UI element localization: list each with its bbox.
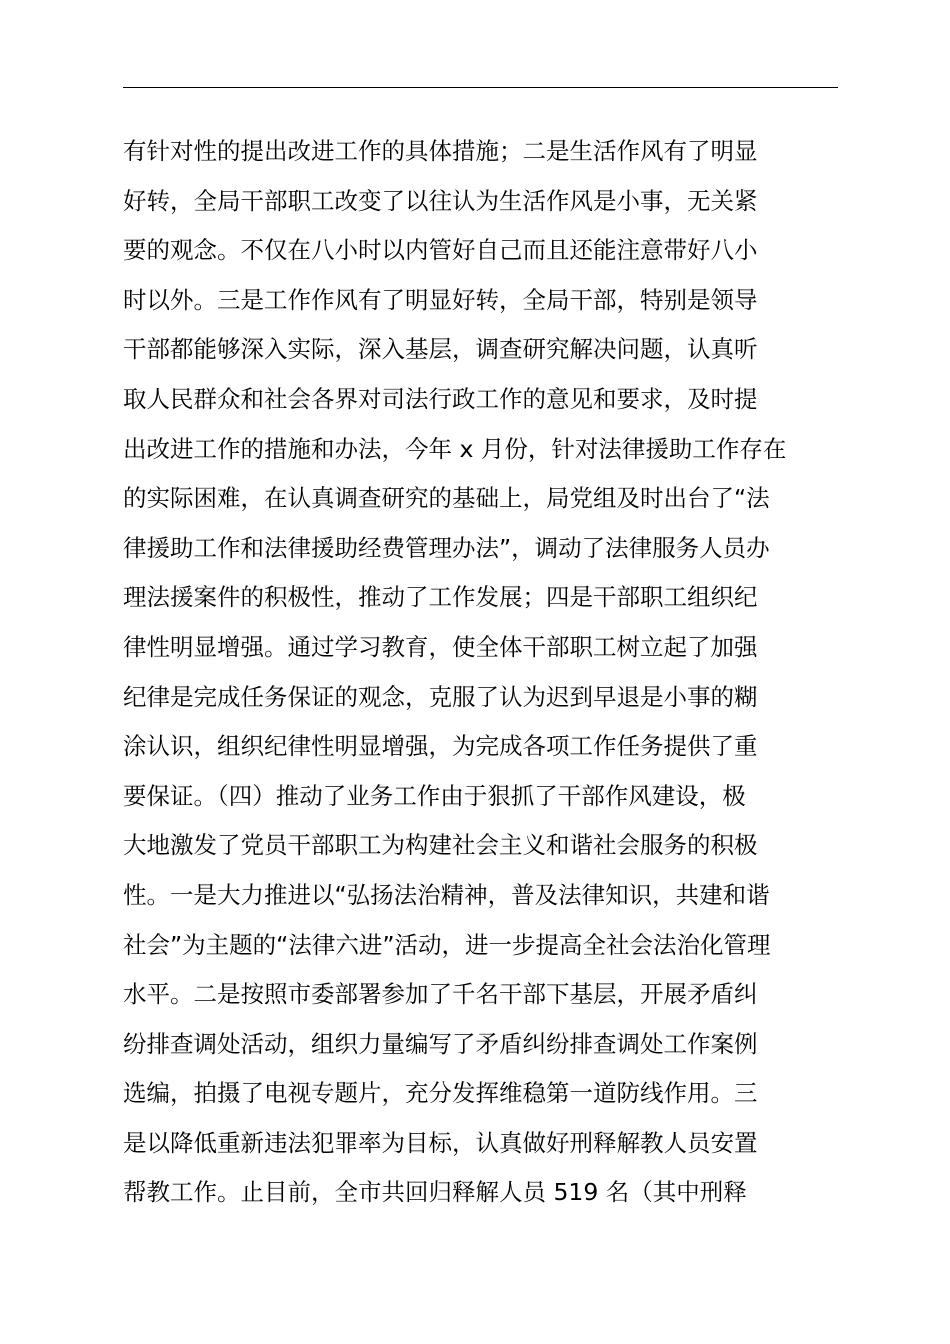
text-line: 时以外。三是工作作风有了明显好转，全局干部，特别是领导 (123, 285, 758, 314)
text-line: 选编，拍摄了电视专题片，充分发挥维稳第一道防线作用。三 (123, 1079, 758, 1108)
text-line: 社会”为主题的“法律六进”活动，进一步提高全社会法治化管理 (123, 930, 771, 959)
text-line: 纪律是完成任务保证的观念，克服了认为迟到早退是小事的糊 (123, 682, 758, 711)
text-line: 是以降低重新违法犯罪率为目标，认真做好刑释解教人员安置 (123, 1128, 758, 1157)
text-line: 好转，全局干部职工改变了以往认为生活作风是小事，无关紧 (123, 186, 758, 215)
text-line: 纷排查调处活动，组织力量编写了矛盾纠纷排查调处工作案例 (123, 1029, 758, 1058)
text-line: 的实际困难，在认真调查研究的基础上，局党组及时出台了“法 (123, 484, 770, 513)
text-line: 帮教工作。止目前，全市共回归释解人员 519 名（其中刑释 (123, 1178, 747, 1207)
text-line: 要保证。（四）推动了业务工作由于狠抓了干部作风建设，极 (123, 781, 746, 810)
text-line: 性。一是大力推进以“弘扬法治精神，普及法律知识，共建和谐 (123, 880, 770, 909)
text-line: 水平。二是按照市委部署参加了千名干部下基层，开展矛盾纠 (123, 980, 758, 1009)
header-rule (123, 87, 838, 88)
text-line: 律援助工作和法律援助经费管理办法”，调动了法律服务人员办 (123, 533, 770, 562)
text-line: 大地激发了党员干部职工为构建社会主义和谐社会服务的积极 (123, 831, 758, 860)
text-line: 律性明显增强。通过学习教育，使全体干部职工树立起了加强 (123, 632, 758, 661)
text-line: 取人民群众和社会各界对司法行政工作的意见和要求，及时提 (123, 384, 758, 413)
text-line: 干部都能够深入实际，深入基层，调查研究解决问题，认真听 (123, 335, 758, 364)
text-line: 有针对性的提出改进工作的具体措施；二是生活作风有了明显 (123, 137, 758, 165)
text-line: 出改进工作的措施和办法，今年 x 月份，针对法律援助工作存在 (123, 434, 787, 463)
text-line: 涂认识，组织纪律性明显增强，为完成各项工作任务提供了重 (123, 732, 758, 761)
body-paragraph (123, 127, 883, 1218)
text-line: 理法援案件的积极性，推动了工作发展；四是干部职工组织纪 (123, 583, 758, 612)
text-line: 要的观念。不仅在八小时以内管好自己而且还能注意带好八小 (123, 236, 758, 265)
